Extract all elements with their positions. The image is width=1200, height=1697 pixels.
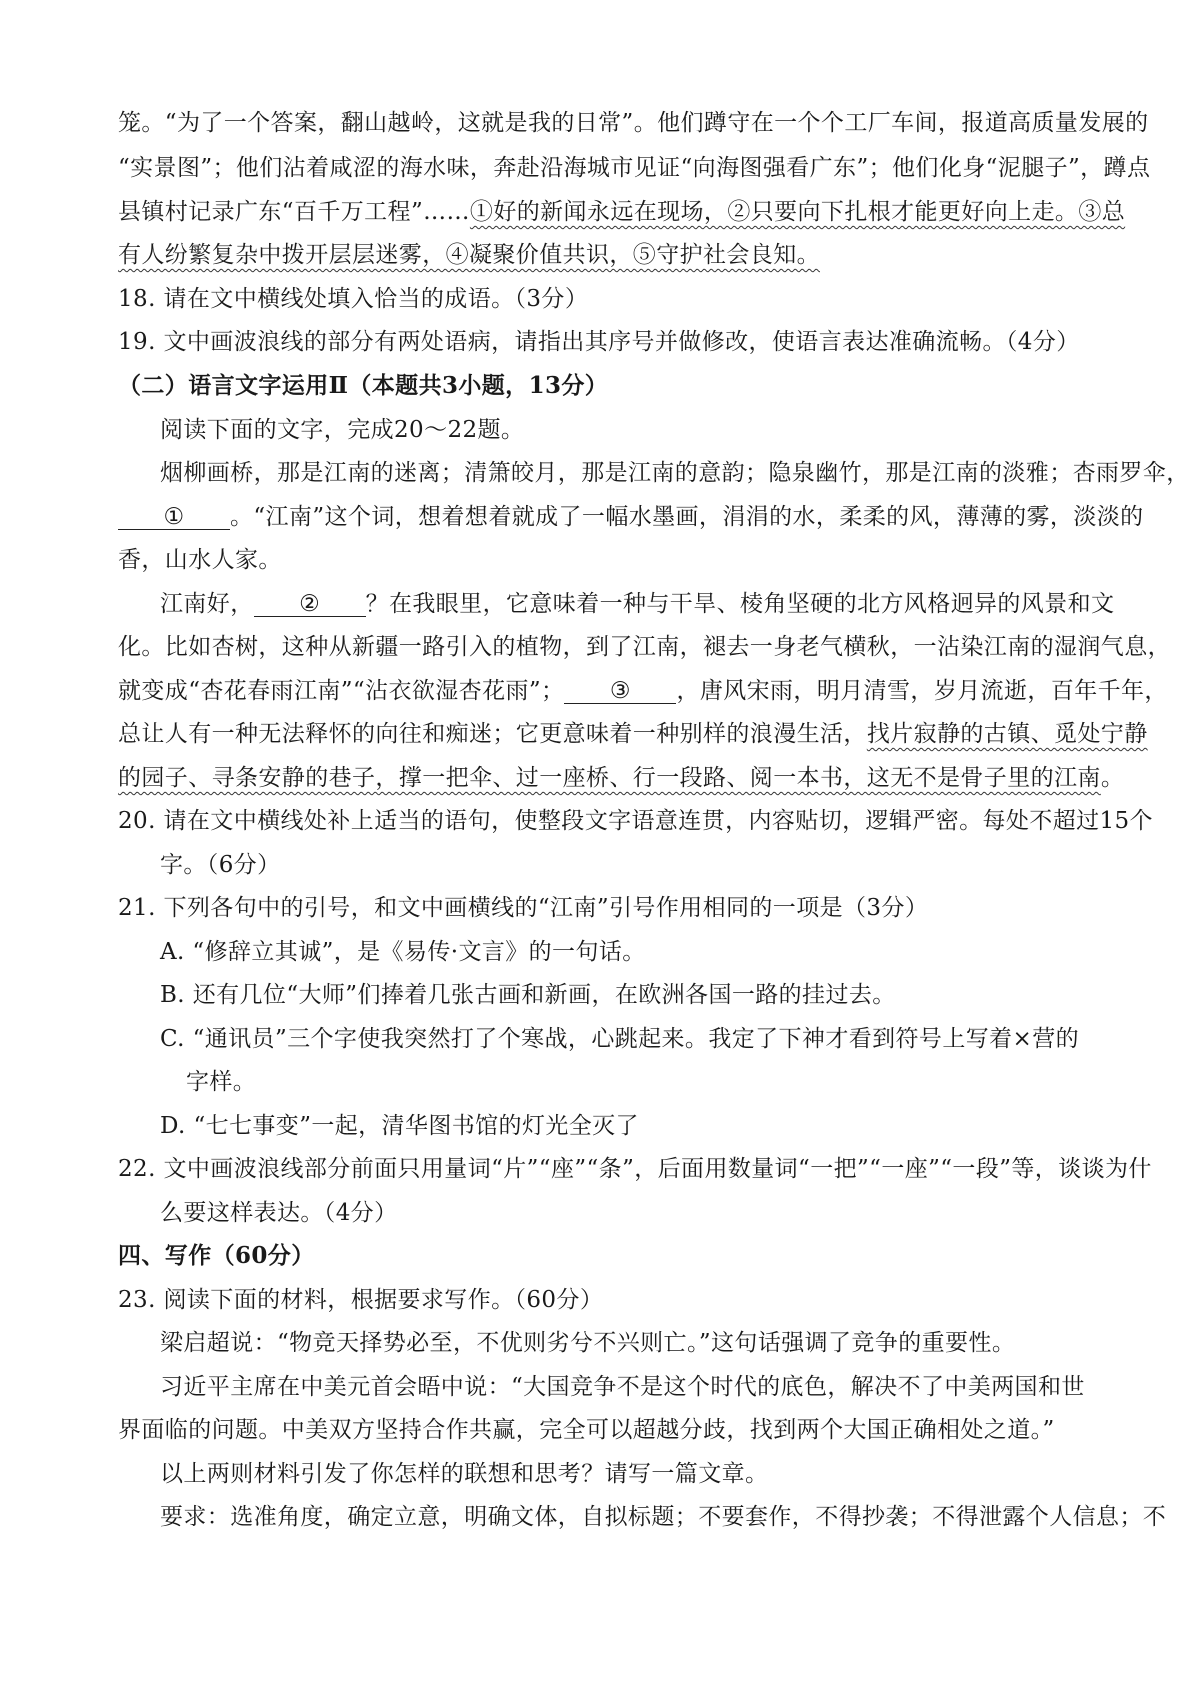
option-d[interactable] (160, 1111, 639, 1141)
option-c[interactable] (160, 1024, 1079, 1054)
text-span: 就变成“杏花春雨江南”“沾衣欲湿杏花雨”； (118, 678, 565, 704)
wavy-underlined-text: 找片寂静的古镇、觅处宁静 (866, 721, 1148, 747)
material-1 (160, 1328, 1015, 1358)
material-2-cont (118, 1415, 1055, 1445)
text-span: 化。比如杏树，这种从新疆一路引入的植物，到了江南，褪去一身老气横秋，一沾染江南的湿润气息， (118, 634, 1171, 660)
text-span: 。“江南”这个词，想着想着就成了一幅水墨画，涓涓的水，柔柔的风，薄薄的雾，淡淡的 (230, 504, 1144, 530)
passage-line (118, 545, 282, 575)
question-22 (118, 1154, 1152, 1184)
passage-line (118, 676, 1168, 706)
text-span: 总让人有一种无法释怀的向往和痴迷；它更意味着一种别样的浪漫生活， (118, 721, 867, 747)
wavy-underlined-text: ①好的新闻永远在现场，②只要向下扎根才能更好向上走。③总 (469, 199, 1126, 225)
text-span: 梁启超说：“物竞天择势必至，不优则劣兮不兴则亡。”这句话强调了竞争的重要性。 (160, 1330, 1016, 1356)
text-span: 。 (1100, 765, 1125, 791)
text-span: 21. 下列各句中的引号，和文中画横线的“江南”引号作用相同的一项是（3分） (118, 895, 929, 921)
passage-line (160, 589, 1114, 619)
text-span: 字。（6分） (160, 852, 281, 878)
passage-line (118, 502, 1144, 532)
fill-blank-1[interactable]: ① (118, 505, 230, 530)
text-span: 字样。 (186, 1069, 257, 1095)
question-23 (118, 1285, 603, 1315)
text-span: 笼。“为了一个答案，翻山越岭，这就是我的日常”。他们蹲守在一个个工厂车间，报道高质量发展的 (118, 110, 1149, 136)
text-span: 县镇村记录广东“百千万工程”…… (118, 199, 470, 225)
question-18 (118, 284, 588, 314)
text-span: 20. 请在文中横线处补上适当的语句，使整段文字语意连贯，内容贴切，逻辑严密。每处不超过15个 (118, 808, 1153, 834)
text-span: （二）语言文字运用Ⅱ（本题共3小题，13分） (118, 372, 609, 399)
option-b[interactable] (160, 980, 896, 1010)
option-a[interactable] (160, 937, 646, 967)
question-20 (118, 806, 1153, 836)
passage-line (118, 153, 1150, 183)
text-span: 香，山水人家。 (118, 547, 282, 573)
text-span: C. “通讯员”三个字使我突然打了个寒战，心跳起来。我定了下神才看到符号上写着×营的 (160, 1026, 1079, 1052)
fill-blank-3[interactable]: ③ (564, 679, 676, 704)
text-span: A. “修辞立其诚”，是《易传·文言》的一句话。 (160, 939, 646, 965)
text-span: 以上两则材料引发了你怎样的联想和思考？请写一篇文章。 (160, 1461, 769, 1487)
section-heading (118, 371, 608, 401)
passage-line (160, 458, 1190, 488)
text-span: B. 还有几位“大师”们捧着几张古画和新画，在欧洲各国一路的挂过去。 (160, 982, 896, 1008)
text-span: 么要这样表达。（4分） (160, 1200, 398, 1226)
passage-line (118, 719, 1148, 749)
text-span: “实景图”；他们沾着咸涩的海水味，奔赴沿海城市见证“向海图强看广东”；他们化身“泥腿子”，蹲点 (118, 155, 1151, 181)
writing-requirements (160, 1502, 1166, 1532)
question-20-cont (160, 850, 281, 880)
text-span: 19. 文中画波浪线的部分有两处语病，请指出其序号并做修改，使语言表达准确流畅。（4分） (118, 329, 1080, 355)
option-c-cont (186, 1067, 256, 1097)
text-span: 23. 阅读下面的材料，根据要求写作。（60分） (118, 1287, 604, 1313)
question-19 (118, 327, 1080, 357)
text-span: 阅读下面的文字，完成20～22题。 (160, 417, 525, 443)
text-span: 江南好， (160, 591, 254, 617)
text-span: 要求：选准角度，确定立意，明确文体，自拟标题；不要套作，不得抄袭；不得泄露个人信息；不 (160, 1504, 1167, 1530)
question-21 (118, 893, 928, 923)
text-span: ？在我眼里，它意味着一种与干旱、棱角坚硬的北方风格迥异的风景和文 (365, 591, 1115, 617)
text-span: D. “七七事变”一起，清华图书馆的灯光全灭了 (160, 1113, 639, 1139)
passage-line (118, 197, 1125, 227)
wavy-underlined-text: 的园子、寻条安静的巷子，撑一把伞、过一座桥、行一段路、阅一本书，这无不是骨子里的江南 (118, 765, 1101, 791)
writing-prompt (160, 1459, 768, 1489)
text-span: 22. 文中画波浪线部分前面只用量词“片”“座”“条”，后面用数量词“一把”“一座”“一段”等，谈谈为什 (118, 1156, 1152, 1182)
passage-line (118, 632, 1171, 662)
question-22-cont (160, 1198, 398, 1228)
wavy-underlined-text: 有人纷繁复杂中拨开层层迷雾，④凝聚价值共识，⑤守护社会良知。 (118, 242, 820, 268)
writing-heading (118, 1241, 315, 1271)
text-span: 四、写作（60分） (118, 1242, 315, 1269)
fill-blank-2[interactable]: ② (254, 592, 366, 617)
text-span: ，唐风宋雨，明月清雪，岁月流逝，百年千年， (676, 678, 1168, 704)
reading-instruction (160, 415, 524, 445)
material-2 (160, 1372, 1085, 1402)
passage-line (118, 240, 820, 270)
passage-line (118, 763, 1124, 793)
text-span: 界面临的问题。中美双方坚持合作共赢，完全可以超越分歧，找到两个大国正确相处之道。” (118, 1417, 1055, 1443)
text-span: 烟柳画桥，那是江南的迷离；清箫皎月，那是江南的意韵；隐泉幽竹，那是江南的淡雅；杏雨罗伞， (160, 460, 1190, 486)
text-span: 18. 请在文中横线处填入恰当的成语。（3分） (118, 286, 589, 312)
passage-line (118, 108, 1149, 138)
text-span: 习近平主席在中美元首会晤中说：“大国竞争不是这个时代的底色，解决不了中美两国和世 (160, 1374, 1085, 1400)
